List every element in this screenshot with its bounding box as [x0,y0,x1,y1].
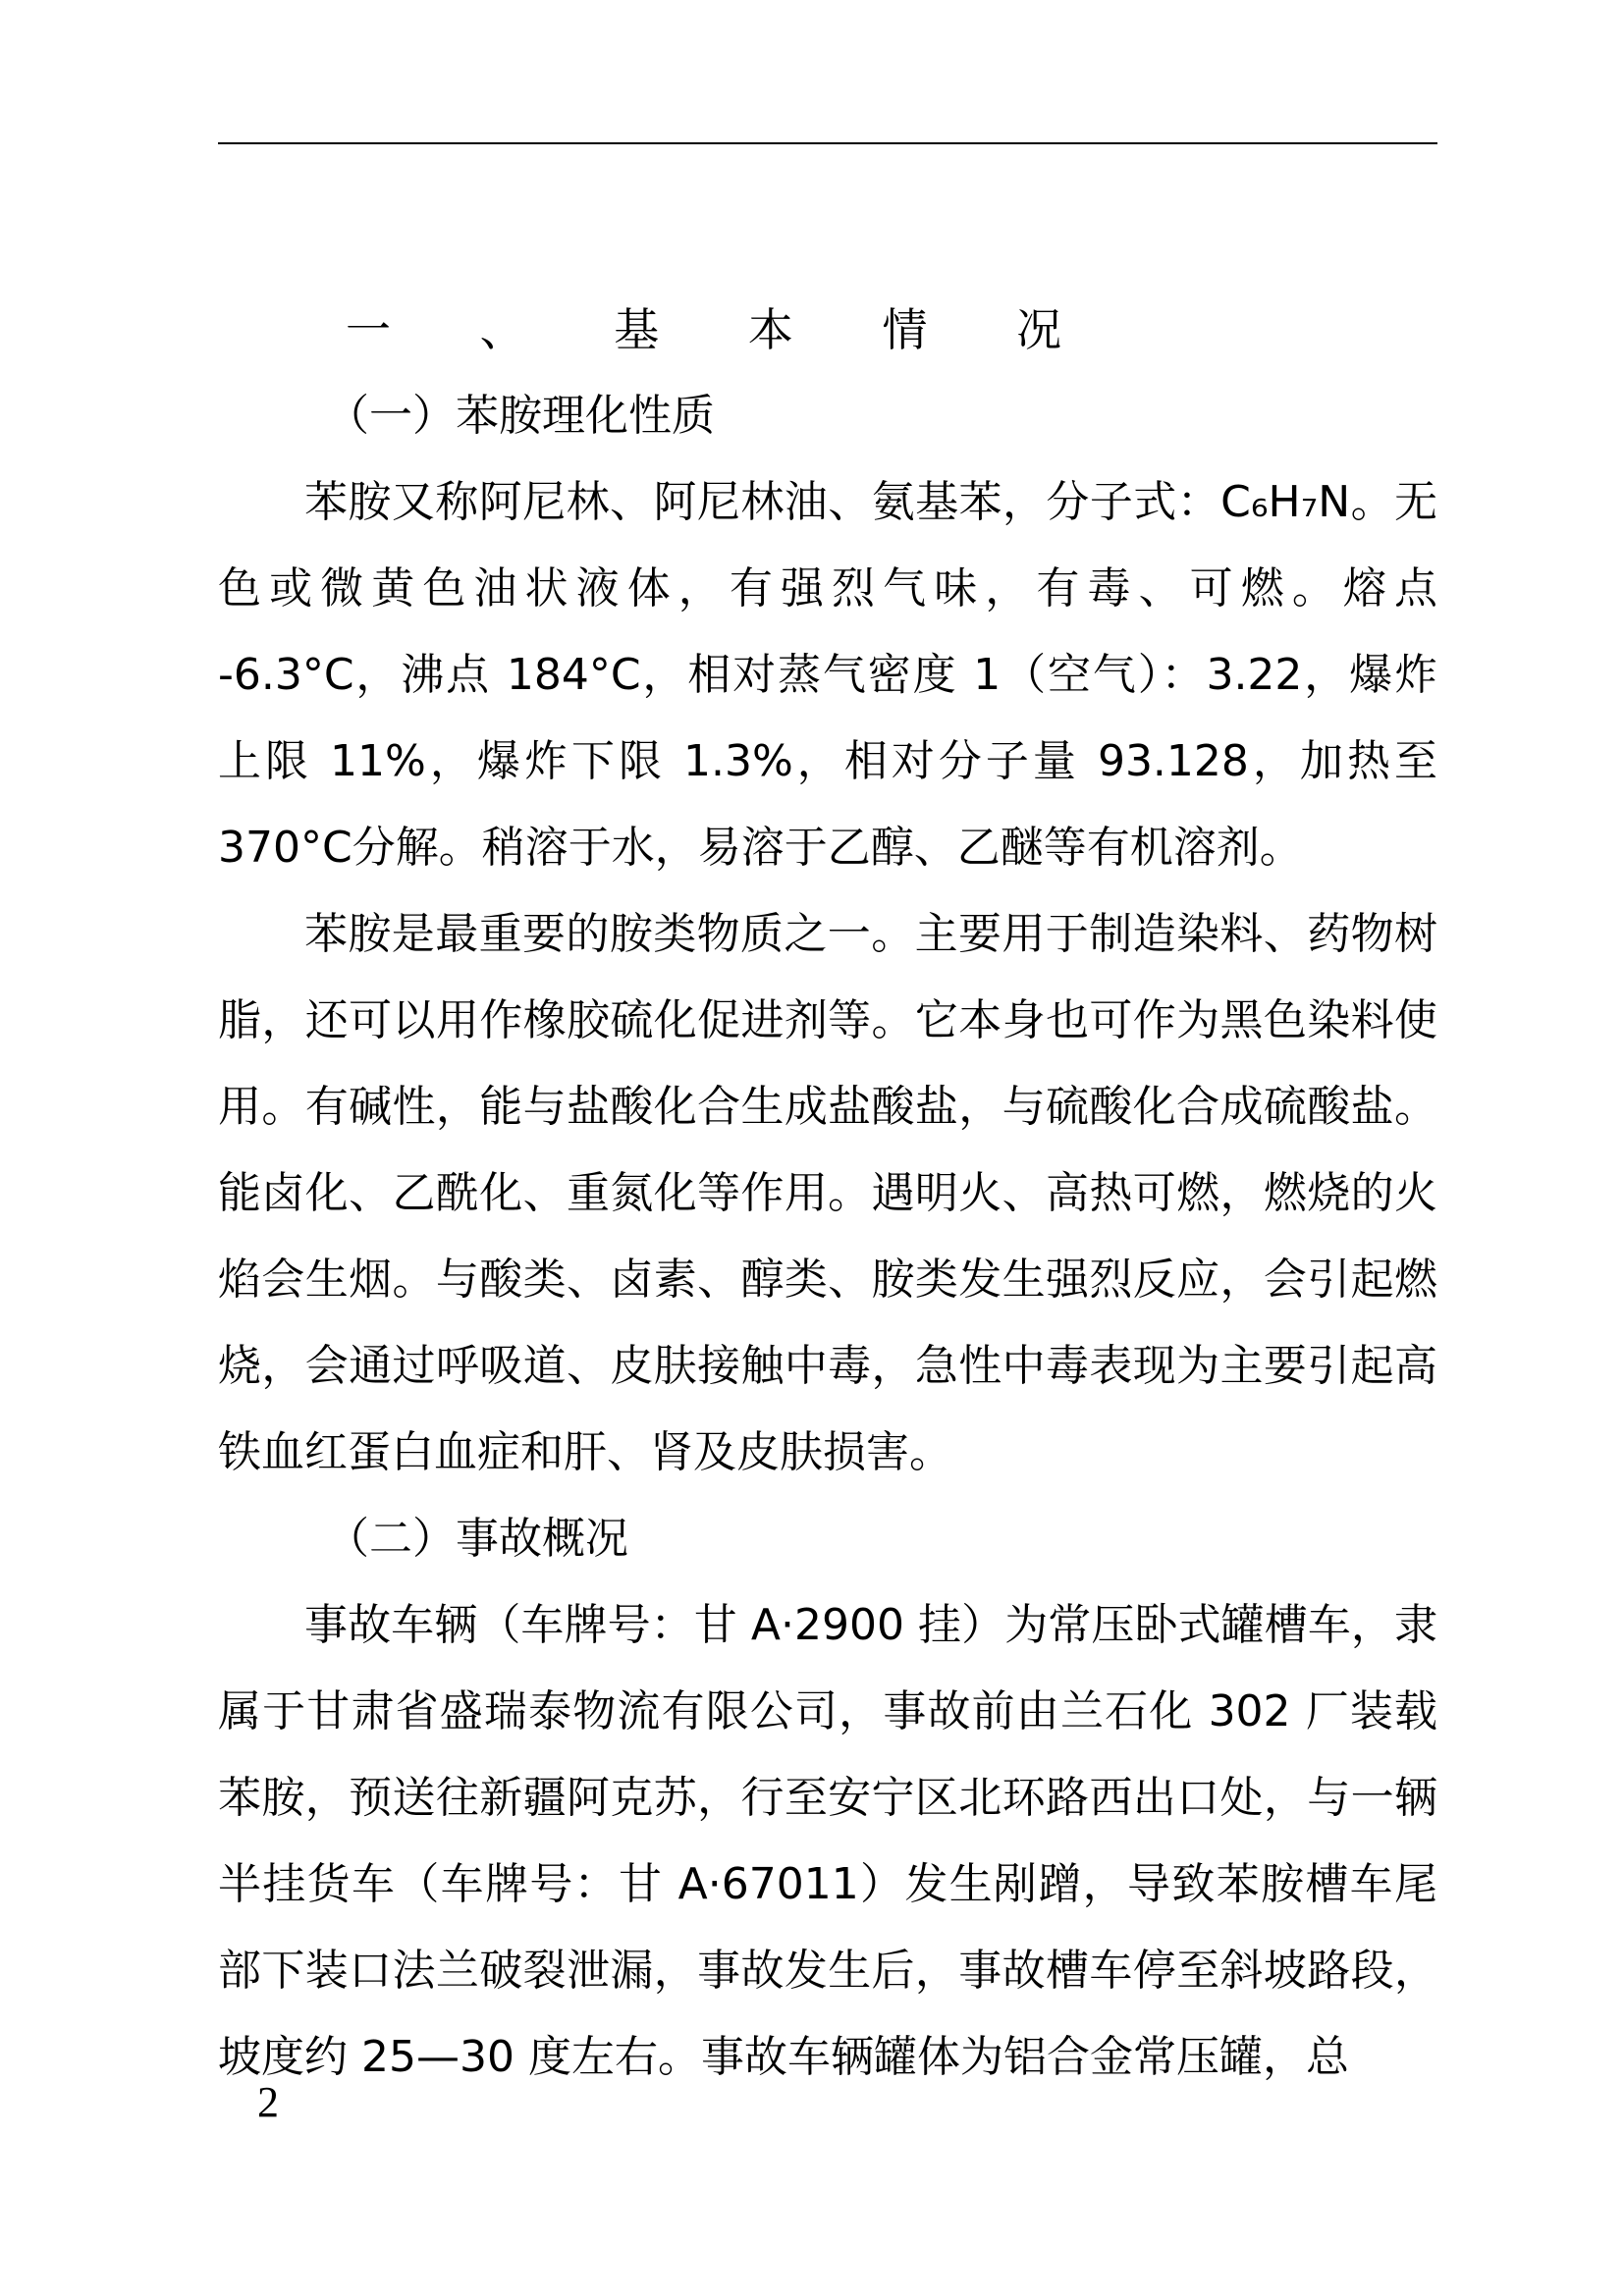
section-heading: 一 、 基 本 情 况 [346,303,1100,356]
paragraph-accident-overview: 事故车辆（车牌号：甘 A·2900 挂）为常压卧式罐槽车，隶属于甘肃省盛瑞泰物流有限公司，事故前由兰石化 302 厂装载苯胺，预送往新疆阿克苏，行至安宁区北环路西出口处，与一辆半挂货车（车牌号：甘 A·67011）发生剐蹭，导致苯胺槽车尾部下装口法兰破裂泄漏，事故发生后，事故槽车停至斜坡路段，坡度约 25—30 度左右。事故车辆罐体为铝合金常压罐，总 [218,1600,1437,2082]
paragraph-aniline-properties: 苯胺又称阿尼林、阿尼林油、氨基苯，分子式：C₆H₇N。无色或微黄色油状液体，有强烈气味，有毒、可燃。熔点 -6.3°C，沸点 184°C，相对蒸气密度 1（空气）：3.22，爆炸上限 11%，爆炸下限 1.3%，相对分子量 93.128，加热至 370°C分解。稍溶于水，易溶于乙醇、乙醚等有机溶剂。 [218,477,1437,873]
subsection-heading-properties: （一）苯胺理化性质 [326,391,715,441]
document-body [218,287,1437,2101]
header-rule [218,142,1437,144]
page-number: 2 [257,2078,279,2126]
paragraph-aniline-uses: 苯胺是最重要的胺类物质之一。主要用于制造染料、药物树脂，还可以用作橡胶硫化促进剂等。它本身也可作为黑色染料使用。有碱性，能与盐酸化合生成盐酸盐，与硫酸化合成硫酸盐。能卤化、乙酰化、重氮化等作用。遇明火、高热可燃，燃烧的火焰会生烟。与酸类、卤素、醇类、胺类发生强烈反应，会引起燃烧，会通过呼吸道、皮肤接触中毒，急性中毒表现为主要引起高铁血红蛋白血症和肝、肾及皮肤损害。 [218,909,1437,1477]
subsection-heading-accident: （二）事故概况 [326,1514,628,1564]
